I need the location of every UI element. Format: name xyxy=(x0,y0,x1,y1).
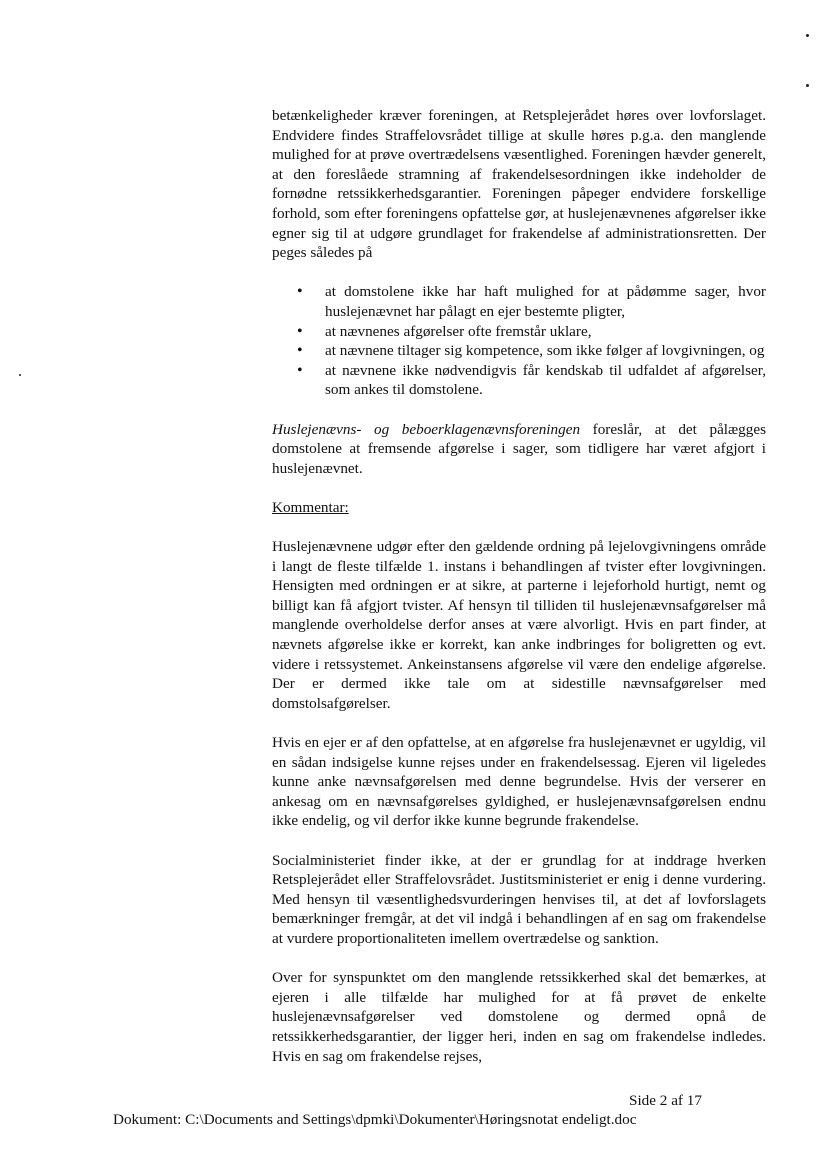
paragraph-text: foreslår, at det pålægges domstolene at fremsende afgørelse i sager, som tidligere har været afgjort i huslejenævnet. xyxy=(272,420,766,477)
paragraph: Socialministeriet finder ikke, at der er grundlag for at inddrage hverken Retsplejerådet eller Straffelovsrådet. Justitsministeriet er enig i denne vurdering. Med hensyn til væsentlighedsvurderingen henvises til, at det af lovforslagets bemærkninger fremgår, at det vil indgå i behandlingen af en sag om frakendelse at vurdere proportionaliteten imellem overtrædelse og sanktion. xyxy=(272,851,766,947)
body-text xyxy=(272,106,766,1066)
paragraph: betænkeligheder kræver foreningen, at Retsplejerådet høres over lovforslaget. Endvidere findes Straffelovsrådet tillige at skulle høres p.g.a. den manglende mulighed for at prøve overtrædelsens væsentlighed. Foreningen hævder generelt, at den foreslåede stramning af frakendelsesordningen ikke indeholder de fornødne retssikkerhedsgarantier. Foreningen påpeger endvidere forskellige forhold, som efter foreningens opfattelse gør, at huslejenævnenes afgørelser ikke egner sig til at udgøre grundlaget for frakendelse af administrationsretten. Der peges således på xyxy=(272,107,766,262)
bullet-item: • at nævnenes afgørelser ofte fremstår uklare, xyxy=(272,322,766,342)
paragraph xyxy=(272,420,766,479)
paragraph: Hvis en ejer er af den opfattelse, at en afgørelse fra huslejenævnet er ugyldig, vil en sådan indsigelse kunne rejses under en frakendelsessag. Ejeren vil ligeledes kunne anke nævnsafgørelsen med denne begrundelse. Hvis der verserer en ankesag om en nævnsafgørelses gyldighed, er huslejenævnsafgørelsen endnu ikke endelig, og vil derfor ikke kunne begrunde frakendelse. xyxy=(272,734,766,830)
page-number: Side 2 af 17 xyxy=(629,1092,702,1109)
scan-speck xyxy=(19,374,21,376)
organization-name: Huslejenævns- og beboerklagenævnsforeningen xyxy=(272,420,581,438)
paragraph: Over for synspunktet om den manglende retssikkerhed skal det bemærkes, at ejeren i alle tilfælde har mulighed for at få prøvet de enkelte huslejenævnsafgørelser ved domstolene og dermed opnå de retssikkerhedsgarantier, der ligger heri, inden en sag om frakendelse indledes. Hvis en sag om frakendelse rejses, xyxy=(272,969,766,1065)
bullet-item: • at domstolene ikke har haft mulighed for at pådømme sager, hvor huslejenævnet har pålagt en ejer bestemte pligter, xyxy=(272,282,766,321)
scan-speck xyxy=(806,84,809,87)
bullet-list xyxy=(272,282,766,400)
section-heading: Kommentar: xyxy=(272,498,349,516)
paragraph: Huslejenævnene udgør efter den gældende ordning på lejelovgivningens område i langt de fleste tilfælde 1. instans i behandlingen af tvister efter lovgivningen. Hensigten med ordningen er at sikre, at parterne i lejeforhold hurtigt, nemt og billigt kan få afgjort tvister. Af hensyn til tilliden til huslejenævnsafgørelser må manglende overholdelse derfor anses at være alvorligt. Hvis en part finder, at nævnets afgørelse ikke er korrekt, kan anke indbringes for boligretten og evt. videre i retssystemet. Ankeinstansens afgørelse vil være den endelige afgørelse. Der er dermed ikke tale om at sidestille nævnsafgørelser med domstolsafgørelser. xyxy=(272,538,766,712)
bullet-item: • at nævnene tiltager sig kompetence, som ikke følger af lovgivningen, og xyxy=(272,341,766,361)
scan-speck xyxy=(806,34,809,37)
document-path: Dokument: C:\Documents and Settings\dpmki\Dokumenter\Høringsnotat endeligt.doc xyxy=(113,1111,637,1128)
bullet-item: • at nævnene ikke nødvendigvis får kendskab til udfaldet af afgørelser, som ankes til domstolene. xyxy=(272,361,766,400)
